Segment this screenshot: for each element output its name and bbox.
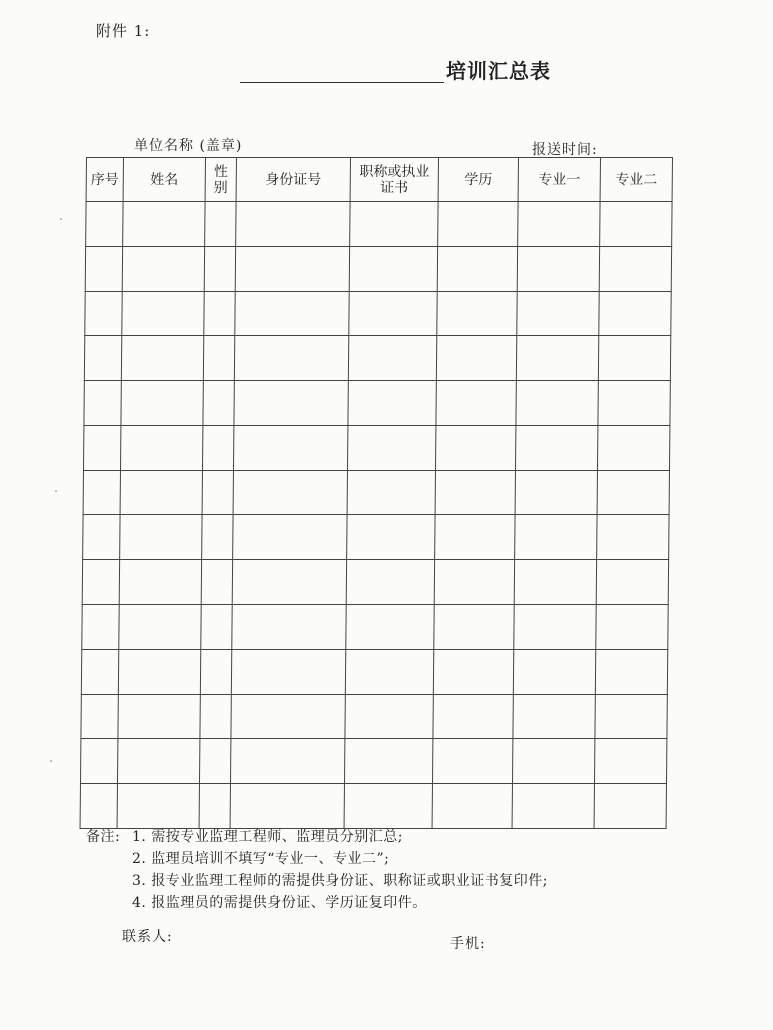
note-item: 1. 需按专业监理工程师、监理员分别汇总;	[132, 829, 404, 845]
table-cell	[596, 605, 668, 650]
table-cell	[598, 381, 670, 426]
table-cell	[600, 202, 672, 247]
table-cell	[201, 560, 232, 605]
table-cell	[199, 784, 230, 829]
table-cell	[81, 649, 118, 694]
table-cell	[234, 381, 348, 426]
table-cell	[232, 560, 346, 605]
table-cell	[202, 425, 233, 470]
table-cell	[595, 649, 667, 694]
table-cell	[205, 202, 236, 247]
table-cell	[347, 515, 435, 560]
table-cell	[85, 246, 122, 291]
table-row	[85, 246, 671, 291]
table-cell	[202, 470, 233, 515]
table-row	[80, 739, 666, 784]
table-cell	[86, 202, 123, 247]
table-cell	[234, 336, 348, 381]
table-cell	[233, 470, 347, 515]
table-cell	[597, 425, 669, 470]
table-cell	[432, 784, 512, 829]
table-cell	[119, 605, 201, 650]
header-education: 学历	[438, 158, 518, 202]
table-cell	[515, 515, 597, 560]
table-cell	[433, 649, 513, 694]
table-cell	[594, 739, 666, 784]
title-area	[240, 58, 551, 83]
table-header-row	[86, 158, 672, 202]
table-cell	[436, 336, 516, 381]
table-cell	[84, 381, 121, 426]
table-cell	[594, 784, 666, 829]
header-major-one: 专业一	[518, 158, 600, 202]
table-cell	[84, 336, 121, 381]
table-cell	[345, 694, 433, 739]
table-cell	[236, 202, 350, 247]
table-cell	[599, 246, 671, 291]
table-cell	[347, 470, 435, 515]
table-cell	[597, 470, 669, 515]
table-row	[81, 649, 667, 694]
table-cell	[235, 291, 349, 336]
table-cell	[599, 291, 671, 336]
table-cell	[434, 605, 514, 650]
table-cell	[231, 694, 345, 739]
unit-name-label: 单位名称 (盖章)	[134, 138, 243, 154]
table-cell	[122, 291, 204, 336]
table-cell	[518, 202, 600, 247]
notes-row-3	[86, 870, 548, 892]
table-cell	[204, 291, 235, 336]
table-cell	[82, 605, 119, 650]
table-row	[82, 560, 668, 605]
table-row	[83, 425, 669, 470]
table-cell	[80, 739, 117, 784]
note-item: 2. 监理员培训不填写“专业一、专业二”;	[132, 851, 390, 867]
table-cell	[199, 739, 230, 784]
table-cell	[514, 605, 596, 650]
table-cell	[347, 425, 435, 470]
scan-speck	[50, 760, 52, 762]
table-row	[86, 202, 672, 247]
scan-speck	[55, 490, 57, 492]
table-cell	[203, 336, 234, 381]
table-cell	[512, 739, 594, 784]
summary-table-wrapper	[80, 157, 672, 829]
table-cell	[346, 605, 434, 650]
table-cell	[596, 560, 668, 605]
table-cell	[122, 246, 204, 291]
table-cell	[516, 336, 598, 381]
table-cell	[346, 560, 434, 605]
table-row	[85, 291, 671, 336]
table-cell	[119, 560, 201, 605]
note-item: 4. 报监理员的需提供身份证、学历证复印件。	[132, 895, 427, 911]
table-row	[83, 470, 669, 515]
notes-row-2	[86, 848, 548, 870]
table-cell	[435, 515, 515, 560]
table-cell	[83, 425, 120, 470]
table-row	[83, 515, 669, 560]
table-cell	[436, 381, 516, 426]
header-id-number: 身份证号	[236, 158, 350, 202]
table-cell	[344, 784, 432, 829]
table-row	[84, 381, 670, 426]
table-cell	[83, 515, 120, 560]
table-cell	[120, 470, 202, 515]
title-blank-line	[240, 58, 444, 83]
table-cell	[200, 649, 231, 694]
table-cell	[118, 694, 200, 739]
table-cell	[514, 560, 596, 605]
table-cell	[81, 694, 118, 739]
table-cell	[232, 605, 346, 650]
table-cell	[434, 560, 514, 605]
table-cell	[515, 425, 597, 470]
report-time-label: 报送时间:	[532, 142, 598, 158]
notes-row-1	[86, 826, 548, 848]
header-major-two: 专业二	[600, 158, 672, 202]
table-cell	[203, 381, 234, 426]
table-row	[84, 336, 670, 381]
table-cell	[595, 694, 667, 739]
summary-table	[80, 157, 673, 829]
attachment-label: 附件 1:	[96, 22, 151, 40]
header-name: 姓名	[123, 158, 205, 202]
table-row	[80, 784, 666, 829]
table-cell	[517, 246, 599, 291]
table-cell	[121, 381, 203, 426]
table-cell	[233, 515, 347, 560]
table-cell	[202, 515, 233, 560]
table-row	[82, 605, 668, 650]
table-cell	[200, 694, 231, 739]
notes-section	[86, 826, 548, 914]
table-cell	[201, 605, 232, 650]
table-cell	[85, 291, 122, 336]
table-cell	[516, 381, 598, 426]
table-cell	[435, 470, 515, 515]
header-title-certificate: 职称或执业 证书	[350, 158, 438, 202]
table-cell	[435, 425, 515, 470]
table-cell	[235, 246, 349, 291]
table-row	[81, 694, 667, 739]
phone-label: 手机:	[450, 936, 486, 952]
table-cell	[82, 560, 119, 605]
table-cell	[233, 425, 347, 470]
table-cell	[230, 784, 344, 829]
table-body	[80, 202, 672, 829]
form-title: 培训汇总表	[446, 59, 551, 83]
notes-row-4	[86, 892, 548, 914]
table-cell	[344, 739, 432, 784]
table-cell	[350, 202, 438, 247]
table-cell	[345, 649, 433, 694]
table-cell	[433, 694, 513, 739]
header-serial-number: 序号	[86, 158, 123, 202]
note-item: 3. 报专业监理工程师的需提供身份证、职称证或职业证书复印件;	[132, 873, 549, 889]
header-gender: 性 别	[205, 158, 236, 202]
table-cell	[120, 425, 202, 470]
table-cell	[121, 336, 203, 381]
table-cell	[117, 739, 199, 784]
table-cell	[117, 784, 199, 829]
table-cell	[83, 470, 120, 515]
table-cell	[437, 291, 517, 336]
table-cell	[123, 202, 205, 247]
contact-person-label: 联系人:	[122, 929, 173, 945]
table-cell	[432, 739, 512, 784]
table-cell	[597, 515, 669, 560]
table-cell	[349, 246, 437, 291]
table-cell	[598, 336, 670, 381]
table-cell	[231, 649, 345, 694]
table-cell	[118, 649, 200, 694]
table-cell	[512, 784, 594, 829]
table-cell	[349, 291, 437, 336]
table-cell	[438, 202, 518, 247]
scan-speck	[60, 218, 62, 220]
table-cell	[348, 336, 436, 381]
table-cell	[515, 470, 597, 515]
table-cell	[517, 291, 599, 336]
table-cell	[513, 694, 595, 739]
notes-prefix: 备注:	[86, 829, 121, 845]
table-cell	[230, 739, 344, 784]
table-cell	[348, 381, 436, 426]
table-cell	[204, 246, 235, 291]
table-cell	[80, 784, 117, 829]
table-cell	[120, 515, 202, 560]
table-cell	[513, 649, 595, 694]
table-cell	[437, 246, 517, 291]
